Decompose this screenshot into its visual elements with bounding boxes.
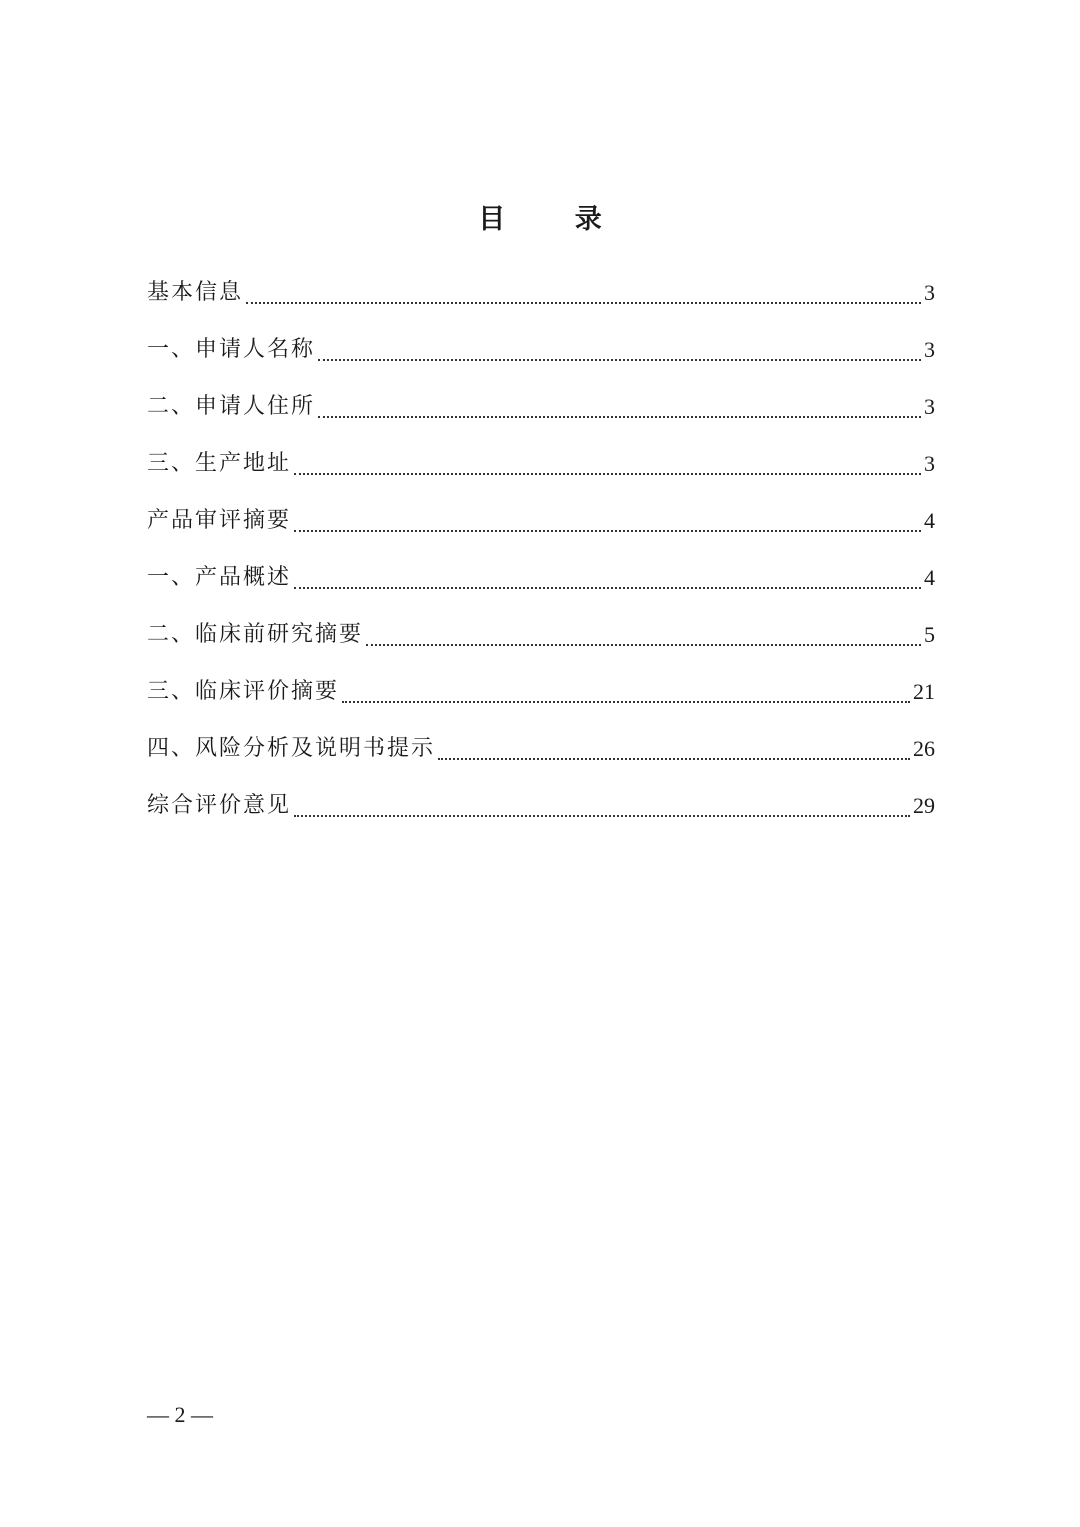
toc-entry-page: 3 — [924, 280, 935, 305]
toc-entry-label: 二、申请人住所 — [147, 394, 316, 419]
dot-leader — [438, 758, 910, 760]
dot-leader — [294, 530, 921, 532]
toc-entry-clinical-evaluation[interactable] — [147, 655, 935, 712]
toc-entry-label: 一、申请人名称 — [147, 337, 316, 362]
toc-entry-applicant-address[interactable] — [147, 370, 935, 427]
toc-entry-page: 29 — [913, 793, 935, 818]
dot-leader — [342, 701, 910, 703]
toc-entry-production-address[interactable] — [147, 427, 935, 484]
toc-entry-label: 产品审评摘要 — [147, 508, 292, 533]
table-of-contents — [147, 256, 935, 826]
toc-entry-page: 26 — [913, 736, 935, 761]
dot-leader — [294, 587, 921, 589]
toc-entry-label: 三、生产地址 — [147, 451, 292, 476]
page-number: — 2 — — [147, 1402, 213, 1427]
toc-entry-page: 3 — [924, 337, 935, 362]
dot-leader — [318, 416, 921, 418]
dot-leader — [246, 302, 921, 304]
toc-entry-label: 三、临床评价摘要 — [147, 679, 340, 704]
toc-entry-page: 4 — [924, 565, 935, 590]
toc-entry-review-summary[interactable] — [147, 484, 935, 541]
toc-entry-overall-opinion[interactable] — [147, 769, 935, 826]
toc-entry-page: 3 — [924, 394, 935, 419]
toc-entry-label: 四、风险分析及说明书提示 — [147, 736, 436, 761]
toc-entry-label: 二、临床前研究摘要 — [147, 622, 364, 647]
toc-entry-page: 21 — [913, 679, 935, 704]
dot-leader — [294, 815, 910, 817]
toc-entry-label: 基本信息 — [147, 280, 244, 305]
toc-entry-basic-info[interactable] — [147, 256, 935, 313]
toc-title: 目 录 — [478, 204, 632, 235]
dot-leader — [366, 644, 921, 646]
dot-leader — [294, 473, 921, 475]
toc-entry-page: 3 — [924, 451, 935, 476]
toc-entry-preclinical-summary[interactable] — [147, 598, 935, 655]
toc-entry-risk-analysis[interactable] — [147, 712, 935, 769]
toc-entry-label: 一、产品概述 — [147, 565, 292, 590]
toc-entry-label: 综合评价意见 — [147, 793, 292, 818]
dot-leader — [318, 359, 921, 361]
toc-entry-product-overview[interactable] — [147, 541, 935, 598]
toc-entry-page: 4 — [924, 508, 935, 533]
toc-entry-applicant-name[interactable] — [147, 313, 935, 370]
toc-entry-page: 5 — [924, 622, 935, 647]
